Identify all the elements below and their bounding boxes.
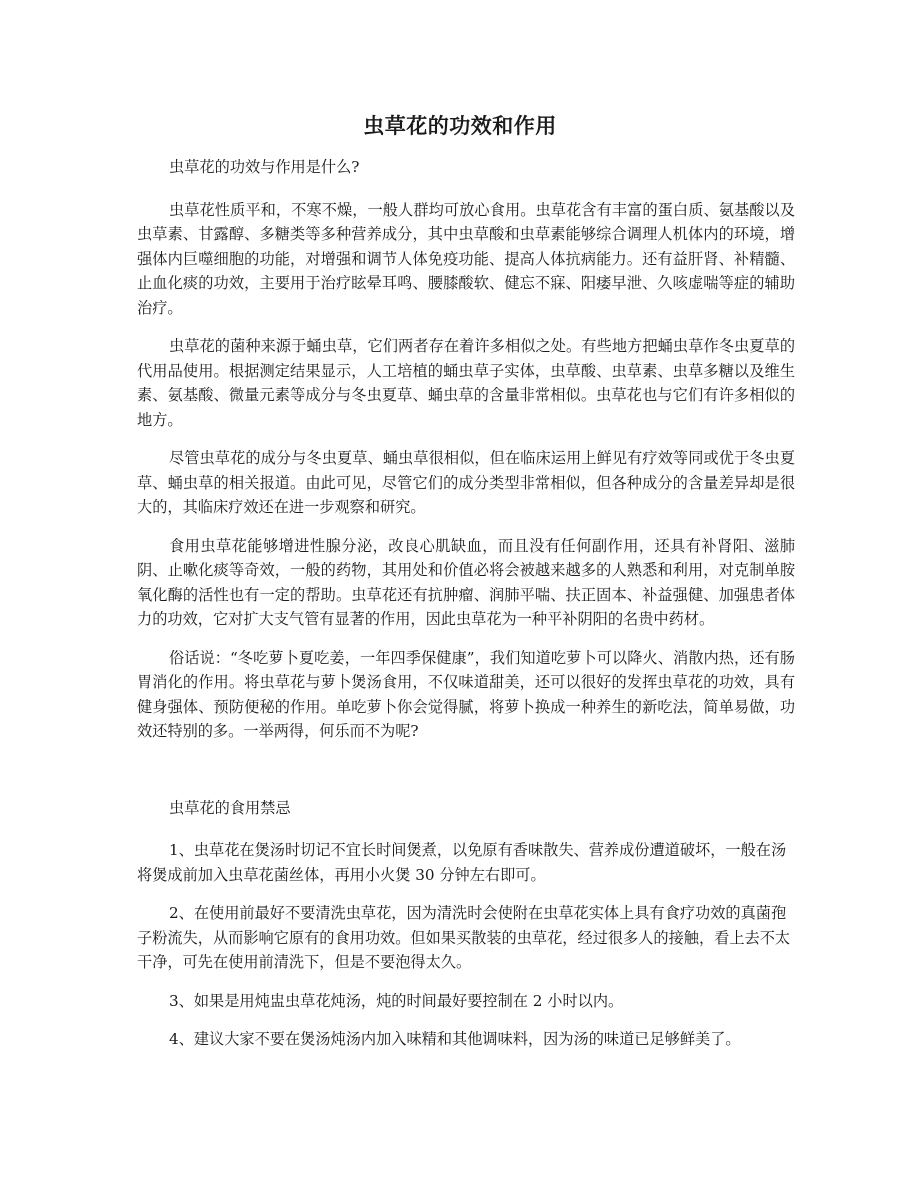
section-spacer xyxy=(137,758,795,796)
paragraph-5: 俗话说：“冬吃萝卜夏吃姜，一年四季保健康”，我们知道吃萝卜可以降火、消散内热，还有肠胃消化的作用。将虫草花与萝卜煲汤食用，不仅味道甜美，还可以很好的发挥虫草花的功效，具有健身强体、预防便秘的作用。单吃萝卜你会觉得腻，将萝卜换成一种养生的新吃法，简单易做，功效还特别的多。一举两得，何乐而不为呢? xyxy=(137,648,795,740)
paragraph-3: 尽管虫草花的成分与冬虫夏草、蛹虫草很相似，但在临床运用上鲜见有疗效等同或优于冬虫夏草、蛹虫草的相关报道。由此可见，尽管它们的成分类型非常相似，但各种成分的含量差异却是很大的，其临床疗效还在进一步观察和研究。 xyxy=(137,449,795,516)
taboo-item-1: 1、虫草花在煲汤时切记不宜长时间煲煮，以免原有香味散失、营养成份遭道破坏，一般在汤将煲成前加入虫草花菌丝体，再用小火煲 30 分钟左右即可。 xyxy=(137,841,787,884)
question-line: 虫草花的功效与作用是什么? xyxy=(169,158,360,176)
page-title: 虫草花的功效和作用 xyxy=(363,113,557,138)
taboo-item-2: 2、在使用前最好不要清洗虫草花，因为清洗时会使附在虫草花实体上具有食疗功效的真菌孢子粉流失，从而影响它原有的食用功效。但如果买散装的虫草花，经过很多人的接触，看上去不太干净，可先在使用前清洗下，但是不要泡得太久。 xyxy=(137,904,791,971)
paragraph-1: 虫草花性质平和，不寒不燥，一般人群均可放心食用。虫草花含有丰富的蛋白质、氨基酸以及虫草素、甘露醇、多糖类等多种营养成分，其中虫草酸和虫草素能够综合调理人机体内的环境，增强体内巨噬细胞的功能，对增强和调节人体免疫功能、提高人体抗病能力。还有益肝肾、补精髓、止血化痰的功效，主要用于治疗眩晕耳鸣、腰膝酸软、健忘不寐、阳痿早泄、久咳虚喘等症的辅助治疗。 xyxy=(137,200,795,317)
taboo-heading: 虫草花的食用禁忌 xyxy=(169,798,291,817)
article-body xyxy=(137,155,795,1066)
taboo-item-3: 3、如果是用炖盅虫草花炖汤，炖的时间最好要控制在 2 小时以内。 xyxy=(169,991,624,1010)
paragraph-4: 食用虫草花能够增进性腺分泌，改良心肌缺血，而且没有任何副作用，还具有补肾阳、滋肺阴、止嗽化痰等奇效，一般的药物，其用处和价值必将会被越来越多的人熟悉和利用，对克制单胺氧化酶的活性也有一定的帮助。虫草花还有抗肿瘤、润肺平喘、扶正固本、补益强健、加强患者体力的功效，它对扩大支气管有显著的作用，因此虫草花为一种平补阴阳的名贵中药材。 xyxy=(137,536,795,628)
paragraph-2: 虫草花的菌种来源于蛹虫草，它们两者存在着许多相似之处。有些地方把蛹虫草作冬虫夏草的代用品使用。根据测定结果显示，人工培植的蛹虫草子实体，虫草酸、虫草素、虫草多糖以及维生素、氨基酸、微量元素等成分与冬虫夏草、蛹虫草的含量非常相似。虫草花也与它们有许多相似的地方。 xyxy=(137,337,795,429)
taboo-item-4: 4、建议大家不要在煲汤炖汤内加入味精和其他调味料，因为汤的味道已足够鲜美了。 xyxy=(169,1030,741,1048)
